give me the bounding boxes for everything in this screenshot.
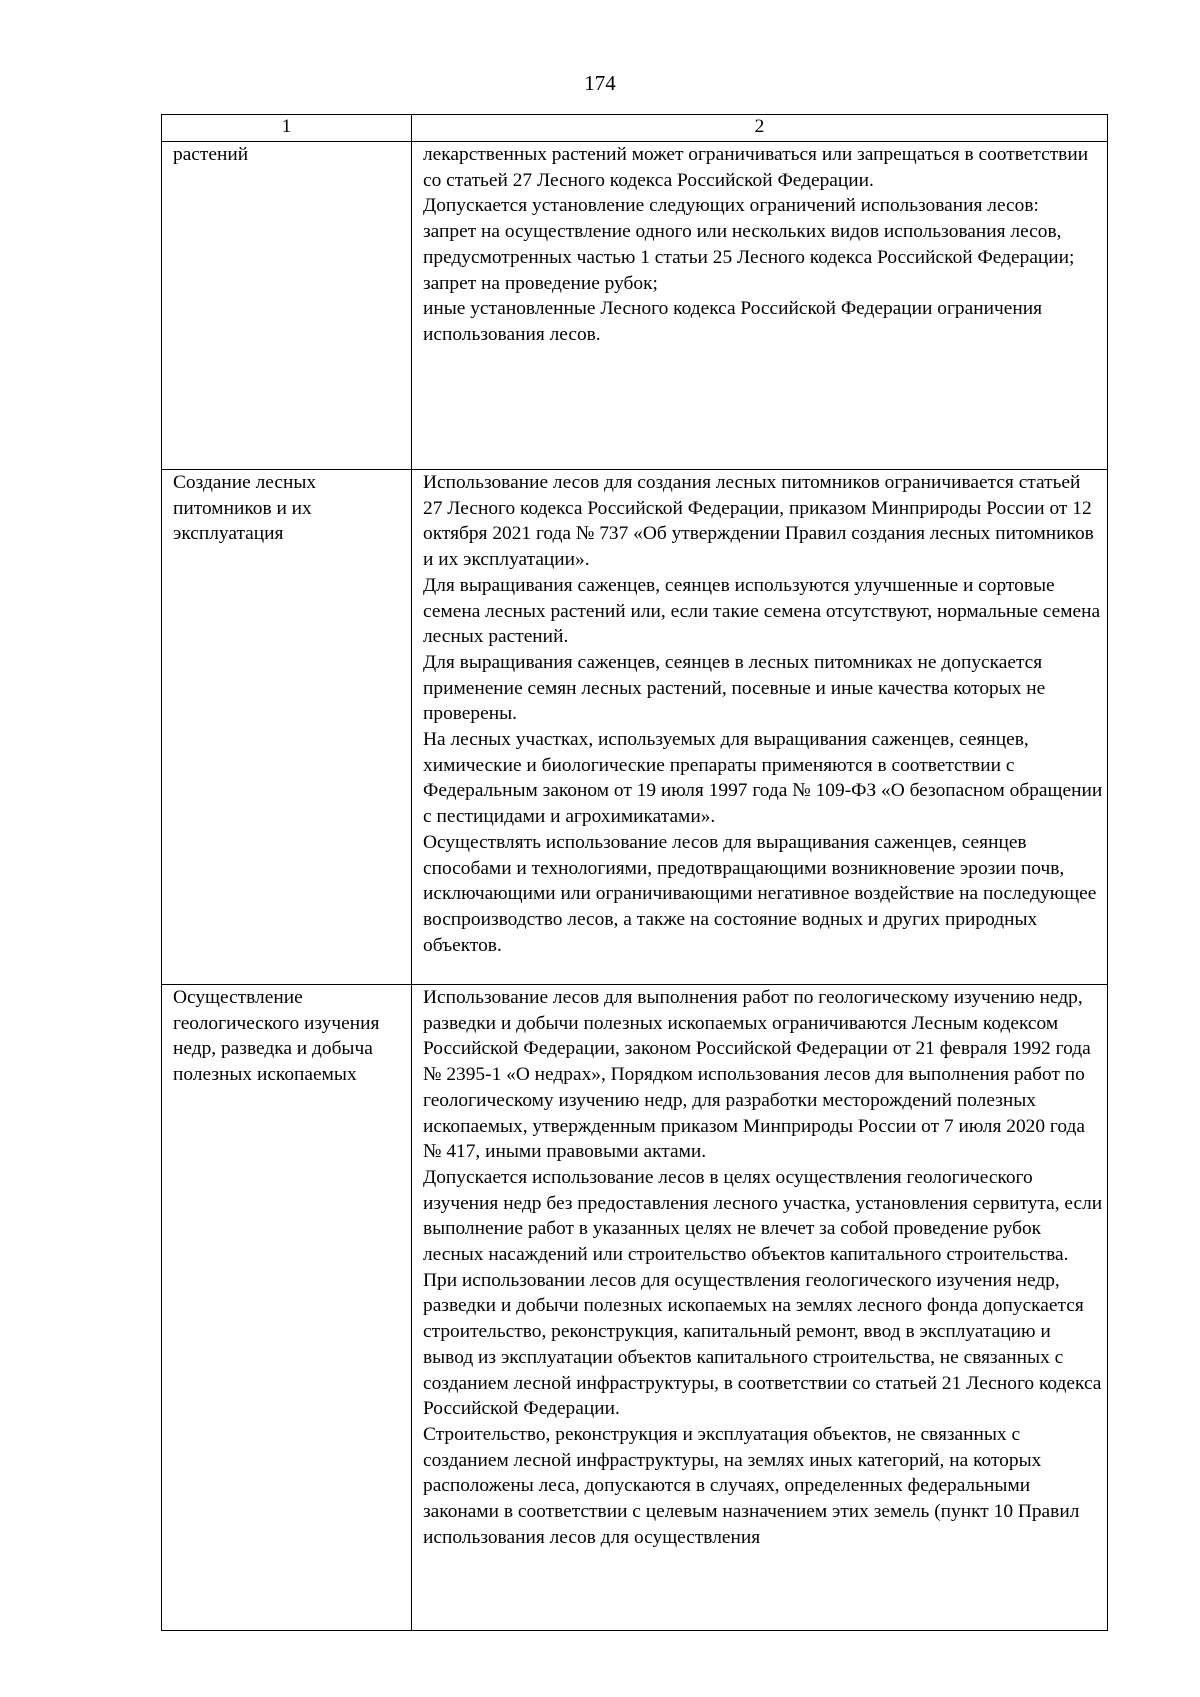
paragraph: Для выращивания саженцев, сеянцев используются улучшенные и сортовые семена лесных растений или, если такие семена отсутствуют, нормальные семена лесных растений. [423, 574, 1101, 648]
paragraph: На лесных участках, используемых для выращивания саженцев, сеянцев, химические и биологические препараты применяются в соответствии с Федеральным законом от 19 июля 1997 года № 109-ФЗ «О безопасном обращении с пестицидами и агрохимикатами». [423, 729, 1103, 828]
document-table [161, 114, 1108, 1631]
paragraph: Строительство, реконструкция и эксплуатация объектов, не связанных с созданием лесной инфраструктуры, на землях иных категорий, на которых расположены леса, допускаются в случаях, определенных федеральными законами в соответствии с целевым назначением этих земель (пункт 10 Правил использования лесов для осуществления [423, 1423, 1080, 1548]
paragraph: запрет на проведение рубок; [423, 272, 658, 294]
row-category-cell: растений [162, 142, 412, 470]
paragraph: Для выращивания саженцев, сеянцев в лесных питомниках не допускается применение семян лесных растений, посевные и иные качества которых не проверены. [423, 651, 1046, 725]
row-description-cell [412, 142, 1108, 470]
row-category-cell: Создание лесных питомников и их эксплуатация [162, 470, 412, 985]
paragraph: При использовании лесов для осуществления геологического изучения недр, разведки и добычи полезных ископаемых на землях лесного фонда допускается строительство, реконструкция, капитальный ремонт, ввод в эксплуатацию и вывод из эксплуатации объектов капитального строительства, не связанных с созданием лесной инфраструктуры, в соответствии со статьей 21 Лесного кодекса Российской Федерации. [423, 1269, 1102, 1420]
table-row [162, 470, 1108, 985]
paragraph: Использование лесов для создания лесных питомников ограничивается статьей 27 Лесного кодекса Российской Федерации, приказом Минприроды России от 12 октября 2021 года № 737 «Об утверждении Правил создания лесных питомников и их эксплуатации». [423, 472, 1094, 571]
paragraph: запрет на осуществление одного или нескольких видов использования лесов, предусмотренных частью 1 статьи 25 Лесного кодекса Российской Федерации; [423, 221, 1075, 268]
column-header-1: 1 [162, 115, 412, 142]
page-number: 174 [584, 71, 616, 95]
paragraph: иные установленные Лесного кодекса Российской Федерации ограничения использования лесов. [423, 298, 1042, 345]
table-row [162, 985, 1108, 1631]
column-header-2: 2 [412, 115, 1108, 142]
paragraph: Допускается установление следующих ограничений использования лесов: [423, 195, 1039, 217]
row-description-cell [412, 985, 1108, 1631]
paragraph: Использование лесов для выполнения работ по геологическому изучению недр, разведки и добычи полезных ископаемых ограничиваются Лесным кодексом Российской Федерации, законом Российской Федерации от 21 февраля 1992 года № 2395-1 «О недрах», Порядком использования лесов для выполнения работ по геологическому изучению недр, для разработки месторождений полезных ископаемых, утвержденным приказом Минприроды России от 7 июля 2020 года № 417, иными правовыми актами. [423, 987, 1091, 1163]
table-header-row [162, 115, 1108, 142]
row-description-cell [412, 470, 1108, 985]
table-row [162, 142, 1108, 470]
paragraph: Допускается использование лесов в целях осуществления геологического изучения недр без предоставления лесного участка, установления сервитута, если выполнение работ в указанных целях не влечет за собой проведение рубок лесных насаждений или строительство объектов капитального строительства. [423, 1166, 1103, 1266]
paragraph: Осуществлять использование лесов для выращивания саженцев, сеянцев способами и технологиями, предотвращающими возникновение эрозии почв, исключающими или ограничивающими негативное воздействие на последующее воспроизводство лесов, а также на состояние водных и других природных объектов. [423, 831, 1097, 956]
paragraph: лекарственных растений может ограничиваться или запрещаться в соответствии со статьей 27 Лесного кодекса Российской Федерации. [423, 144, 1089, 191]
row-category-cell: Осуществление геологического изучения недр, разведка и добыча полезных ископаемых [162, 985, 412, 1631]
